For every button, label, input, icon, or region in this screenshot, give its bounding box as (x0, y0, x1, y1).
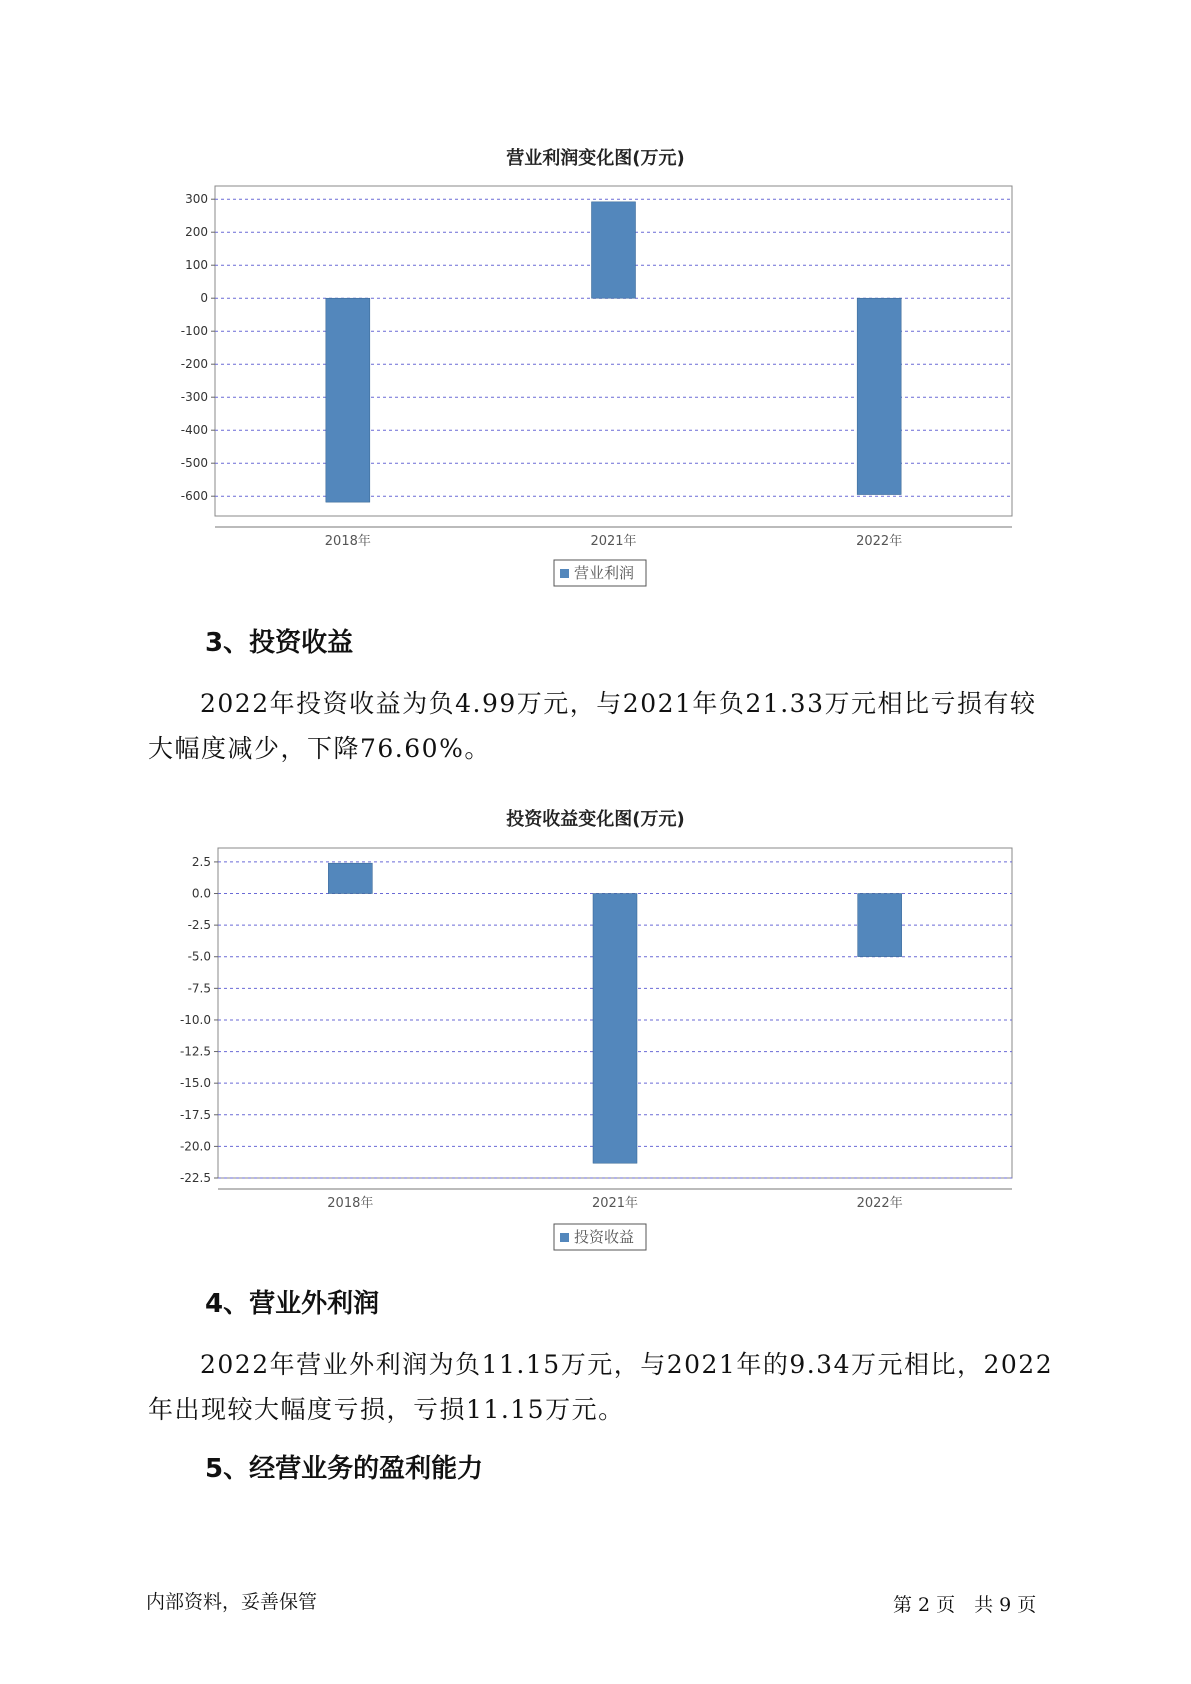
y-tick-label: 0 (200, 291, 208, 306)
x-tick-label: 2021年 (590, 534, 637, 549)
y-tick-label: -100 (180, 324, 208, 339)
y-tick-label: 100 (185, 258, 208, 273)
y-tick-label: -2.5 (187, 918, 211, 933)
y-tick-label: -300 (180, 390, 208, 405)
y-tick-label: 0.0 (191, 886, 211, 901)
page-current: 2 (918, 1594, 931, 1616)
x-tick-label: 2021年 (591, 1196, 639, 1211)
bar-2018年 (328, 863, 372, 893)
x-tick-label: 2022年 (856, 534, 903, 549)
y-tick-label: -7.5 (187, 981, 211, 996)
y-tick-label: -5.0 (187, 949, 211, 964)
chart-title: 投资收益变化图(万元) (506, 809, 685, 830)
page-mid: 页 共 (936, 1594, 994, 1616)
bar-2021年 (593, 894, 637, 1164)
section-4-text: 2022年营业外利润为负11.15万元，与2021年的9.34万元相比，2022年出现较大幅度亏损，亏损11.15万元。 (148, 1350, 1054, 1424)
y-tick-label: -22.5 (179, 1171, 211, 1185)
y-tick-label: 300 (185, 192, 208, 207)
footer-confidential: 内部资料，妥善保管 (146, 1591, 318, 1613)
y-tick-label: -600 (180, 489, 208, 504)
footer-page-number (893, 1590, 1042, 1617)
chart-title: 营业利润变化图(万元) (506, 148, 685, 169)
section-5-heading: 5、经营业务的盈利能力 (205, 1454, 484, 1484)
section-3-text: 2022年投资收益为负4.99万元，与2021年负21.33万元相比亏损有较大幅度减少，下降76.60%。 (148, 689, 1037, 763)
page-prefix: 第 (893, 1594, 913, 1616)
legend-swatch (560, 1233, 569, 1242)
y-tick-label: -20.0 (179, 1139, 211, 1154)
legend-label: 投资收益 (574, 1228, 635, 1246)
page-suffix: 页 (1017, 1594, 1037, 1616)
x-tick-label: 2018年 (324, 534, 371, 549)
x-tick-label: 2018年 (327, 1196, 374, 1211)
legend-label: 营业利润 (574, 564, 635, 582)
y-tick-label: 2.5 (191, 854, 211, 869)
bar-2022年 (858, 894, 902, 957)
page-total: 9 (999, 1594, 1012, 1616)
y-tick-label: -200 (180, 357, 208, 372)
x-tick-label: 2022年 (856, 1196, 903, 1211)
y-tick-label: -500 (180, 456, 208, 471)
y-tick-label: -10.0 (179, 1012, 211, 1027)
section-4-heading: 4、营业外利润 (205, 1289, 380, 1319)
y-tick-label: -17.5 (179, 1107, 211, 1122)
y-tick-label: -15.0 (179, 1076, 211, 1091)
y-tick-label: -400 (180, 423, 208, 438)
section-3-heading: 3、投资收益 (205, 628, 354, 658)
y-tick-label: -12.5 (179, 1044, 211, 1059)
y-tick-label: 200 (185, 225, 208, 240)
